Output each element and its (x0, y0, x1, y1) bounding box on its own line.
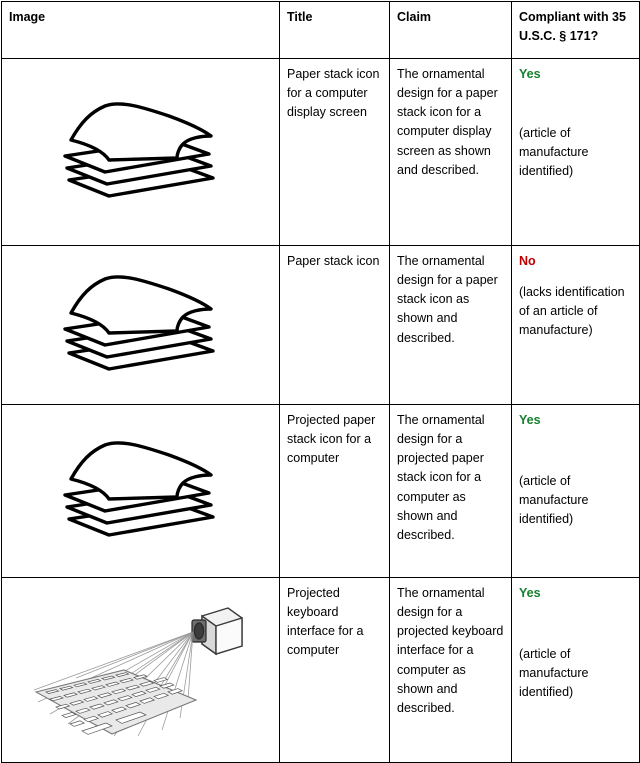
title-cell: Projected paper stack icon for a computer (280, 405, 390, 578)
image-cell (2, 405, 280, 578)
compliant-note: (lacks identification of an article of manufacture) (519, 285, 625, 338)
compliant-cell (512, 59, 640, 246)
title-cell: Projected keyboard interface for a computer (280, 578, 390, 763)
status-badge: Yes (519, 67, 541, 81)
claim-cell: The ornamental design for a paper stack icon as shown and described. (390, 246, 512, 405)
compliant-cell (512, 246, 640, 405)
projected-keyboard-illustration (9, 584, 272, 754)
compliance-table (1, 1, 640, 763)
image-cell (2, 246, 280, 405)
compliant-cell (512, 578, 640, 763)
title-cell: Paper stack icon (280, 246, 390, 405)
status-badge: Yes (519, 586, 541, 600)
title-cell: Paper stack icon for a computer display screen (280, 59, 390, 246)
table-row (2, 246, 640, 405)
claim-cell: The ornamental design for a projected paper stack icon for a computer as shown and described. (390, 405, 512, 578)
column-header-title: Title (280, 2, 390, 59)
status-badge: No (519, 254, 536, 268)
paper-stack-icon-illustration (9, 65, 272, 237)
status-badge: Yes (519, 413, 541, 427)
table-row (2, 578, 640, 763)
claim-cell: The ornamental design for a paper stack icon for a computer display screen as shown and described. (390, 59, 512, 246)
column-header-image: Image (2, 2, 280, 59)
column-header-claim: Claim (390, 2, 512, 59)
image-cell (2, 578, 280, 763)
paper-stack-icon-illustration (9, 411, 272, 569)
compliant-note: (article of manufacture identified) (519, 474, 589, 527)
table-row (2, 405, 640, 578)
table-row (2, 59, 640, 246)
table-header-row (2, 2, 640, 59)
claim-cell: The ornamental design for a projected keyboard interface for a computer as shown and described. (390, 578, 512, 763)
compliant-cell (512, 405, 640, 578)
column-header-compliant: Compliant with 35 U.S.C. § 171? (512, 2, 640, 59)
compliant-note: (article of manufacture identified) (519, 126, 589, 179)
compliant-note: (article of manufacture identified) (519, 647, 589, 700)
paper-stack-icon-illustration (9, 252, 272, 396)
image-cell (2, 59, 280, 246)
